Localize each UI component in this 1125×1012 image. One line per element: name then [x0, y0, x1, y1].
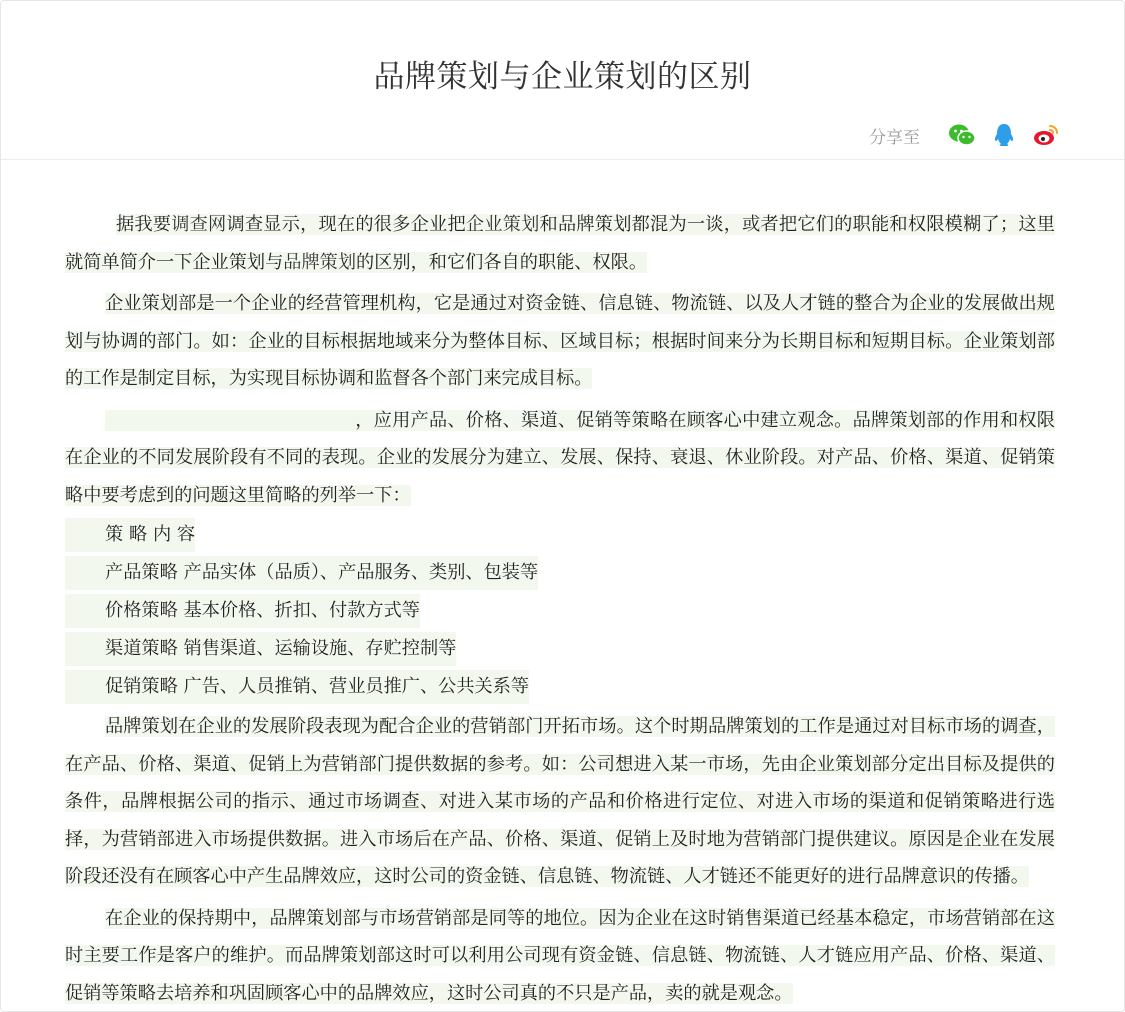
- paragraph-enterprise-dept: 企业策划部是一个企业的经营管理机构，它是通过对资金链、信息链、物流链、以及人才链的整合为企业的发展做出规划与协调的部门。如：企业的目标根据地域来分为整体目标、区域目标；根据时间来分为长期目标和短期目标。企业策划部的工作是制定目标，为实现目标协调和监督各个部门来完成目标。: [65, 285, 1055, 398]
- article-body: [65, 206, 1055, 1012]
- paragraph-development-stage: 品牌策划在企业的发展阶段表现为配合企业的营销部门开拓市场。这个时期品牌策划的工作是通过对目标市场的调查，在产品、价格、渠道、促销上为营销部门提供数据的参考。如：公司想进入某一市场，先由企业策划部分定出目标及提供的条件，品牌根据公司的指示、通过市场调查、对进入某市场的产品和价格进行定位、对进入市场的渠道和促销策略进行选择，为营销部进入市场提供数据。进入市场后在产品、价格、渠道、促销上及时地为营销部门提供建议。原因是企业在发展阶段还没有在顾客心中产生品牌效应，这时公司的资金链、信息链、物流链、人才链还不能更好的进行品牌意识的传播。: [65, 708, 1055, 896]
- page-title: 品牌策划与企业策划的区别: [1, 51, 1124, 96]
- list-item: 产品策略 产品实体（品质）、产品服务、类别、包装等: [65, 556, 538, 590]
- paragraph-intro: [65, 206, 1055, 281]
- list-item: 策 略 内 容: [65, 518, 195, 552]
- paragraph-maintenance-stage: 在企业的保持期中，品牌策划部与市场营销部是同等的地位。因为企业在这时销售渠道已经基本稳定，市场营销部在这时主要工作是客户的维护。而品牌策划部这时可以利用公司现有资金链、信息链、物流链、人才链应用产品、价格、渠道、促销等策略去培养和巩固顾客心中的品牌效应，这时公司真的不只是产品，卖的就是观念。: [65, 900, 1055, 1012]
- list-item: 渠道策略 销售渠道、运输设施、存贮控制等: [65, 632, 456, 666]
- article-header: [1, 1, 1124, 160]
- intro-text: 据我要调查网调查显示，现在的很多企业把企业策划和品牌策划都混为一谈，或者把它们的职能和权限模糊了；这里就简单简介一下企业策划与品牌策划的区别，和它们各自的职能、权限。: [65, 214, 1055, 273]
- paragraph-brand-dept: ，应用产品、价格、渠道、促销等策略在顾客心中建立观念。品牌策划部的作用和权限在企业的不同发展阶段有不同的表现。企业的发展分为建立、发展、保持、衰退、休业阶段。对产品、价格、渠道、促销策略中要考虑到的问题这里简略的列举一下：: [65, 402, 1055, 515]
- link-survey-site[interactable]: 调查网: [171, 214, 226, 235]
- link-brand-planning[interactable]: 品牌策划: [283, 252, 356, 273]
- share-bar: [869, 122, 1060, 148]
- weibo-icon[interactable]: [1032, 122, 1060, 148]
- strategy-list: [65, 518, 1055, 708]
- qq-icon[interactable]: [990, 122, 1018, 148]
- list-item: 促销策略 广告、人员推销、营业员推广、公共关系等: [65, 670, 529, 704]
- list-item: 价格策略 基本价格、折扣、付款方式等: [65, 594, 420, 628]
- wechat-icon[interactable]: [948, 122, 976, 148]
- share-label: 分享至: [869, 123, 920, 148]
- link-enterprise-planning[interactable]: 企业策划: [466, 214, 540, 235]
